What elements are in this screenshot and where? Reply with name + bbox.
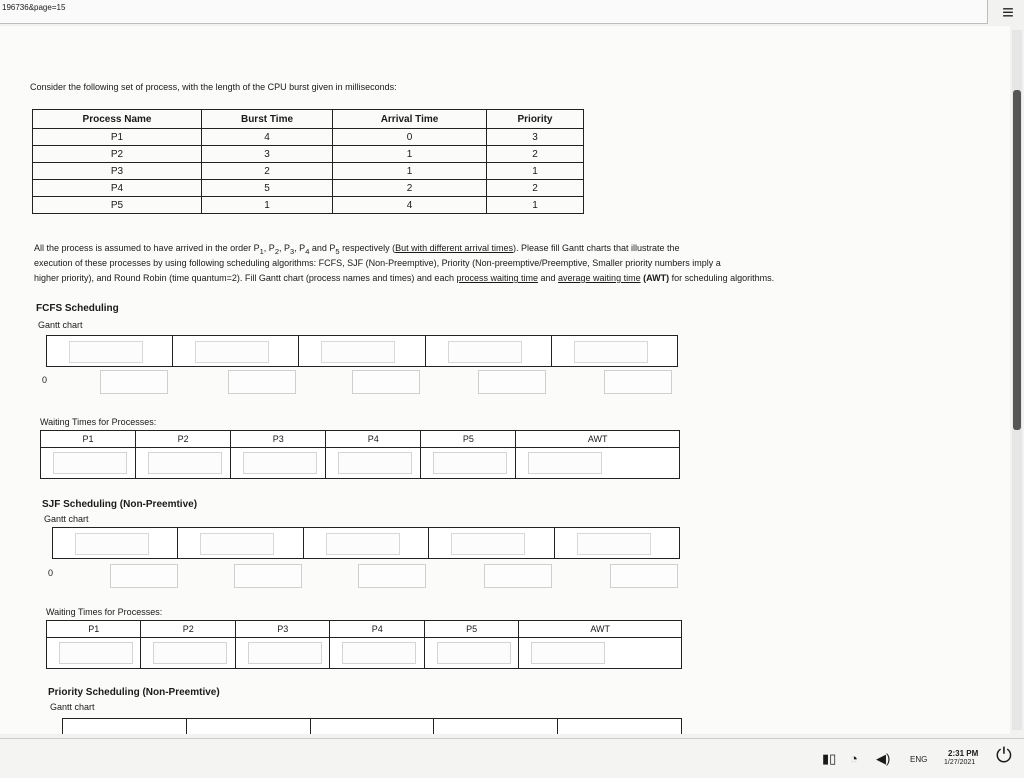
sjf-waiting-table — [46, 620, 682, 669]
language-indicator[interactable]: ENG — [910, 755, 928, 764]
gantt-cell — [187, 719, 311, 734]
scrollbar-thumb[interactable] — [1013, 90, 1021, 430]
gantt-cell — [299, 336, 425, 366]
sjf-gantt-chart — [52, 527, 680, 559]
waiting-cell — [47, 638, 141, 669]
cell: P5 — [33, 197, 202, 214]
cell: 0 — [333, 129, 487, 146]
gantt-cell — [47, 336, 173, 366]
priority-title: Priority Scheduling (Non-Preemtive) — [48, 687, 220, 698]
fcfs-title: FCFS Scheduling — [36, 303, 119, 314]
intro-text: Consider the following set of process, with the length of the CPU burst given in milliseconds: — [30, 82, 397, 92]
sjf-time-inputs — [110, 564, 670, 588]
waiting-input[interactable] — [243, 452, 317, 474]
waiting-cell — [41, 448, 136, 479]
text: , P — [263, 243, 275, 253]
waiting-header: P5 — [424, 621, 518, 638]
table-row — [33, 197, 584, 214]
waiting-cell — [326, 448, 421, 479]
waiting-cell — [141, 638, 235, 669]
waiting-header: P3 — [231, 431, 326, 448]
waiting-cell — [231, 448, 326, 479]
gantt-cell — [53, 528, 178, 558]
sjf-waiting-label: Waiting Times for Processes: — [46, 607, 163, 617]
clock-date: 1/27/2021 — [944, 759, 976, 766]
awt-bold: (AWT) — [640, 273, 670, 283]
waiting-cell — [421, 448, 516, 479]
process-table — [32, 109, 584, 214]
waiting-header: AWT — [519, 621, 682, 638]
text: ). Please fill Gantt charts that illustrate the — [512, 243, 680, 253]
waiting-input[interactable] — [433, 452, 507, 474]
gantt-input[interactable] — [326, 533, 400, 555]
subscript: 1 — [259, 246, 264, 256]
gantt-input[interactable] — [200, 533, 274, 555]
cell: 2 — [487, 180, 584, 197]
gantt-input[interactable] — [574, 341, 648, 363]
time-input[interactable] — [358, 564, 426, 588]
gantt-cell — [178, 528, 303, 558]
cell: P2 — [33, 146, 202, 163]
cell: 5 — [202, 180, 333, 197]
table-row — [33, 180, 584, 197]
subscript: 5 — [335, 246, 340, 256]
priority-gantt-chart — [62, 718, 682, 734]
fcfs-time-inputs — [100, 370, 660, 394]
waiting-input[interactable] — [153, 642, 227, 664]
text: higher priority), and Round Robin (time quantum=2). Fill Gantt chart (process names and times) and each — [34, 273, 457, 283]
awt-input[interactable] — [531, 642, 605, 664]
sjf-start-time: 0 — [48, 568, 54, 578]
waiting-cell — [516, 448, 680, 479]
time-input[interactable] — [478, 370, 546, 394]
cell: 1 — [333, 146, 487, 163]
text: , P — [294, 243, 306, 253]
waiting-input[interactable] — [338, 452, 412, 474]
power-icon[interactable]: ⏻ — [996, 745, 1012, 767]
waiting-header: P5 — [421, 431, 516, 448]
gantt-cell — [63, 719, 187, 734]
page-content — [0, 26, 1010, 734]
gantt-cell — [311, 719, 435, 734]
fcfs-gantt-chart — [46, 335, 678, 367]
gantt-input[interactable] — [195, 341, 269, 363]
waiting-cell — [330, 638, 424, 669]
arrival-times-note: But with different arrival times — [395, 243, 513, 253]
table-row — [33, 146, 584, 163]
waiting-input[interactable] — [53, 452, 127, 474]
waiting-cell — [235, 638, 329, 669]
waiting-input[interactable] — [59, 642, 133, 664]
gantt-input[interactable] — [451, 533, 525, 555]
gantt-cell — [429, 528, 554, 558]
cell: P1 — [33, 129, 202, 146]
text: All the process is assumed to have arrived in the order P — [34, 243, 260, 253]
clock-time: 2:31 PM — [948, 749, 979, 758]
cell: 1 — [333, 163, 487, 180]
subscript: 4 — [305, 246, 310, 256]
cell: P3 — [33, 163, 202, 180]
table-row — [33, 129, 584, 146]
time-input[interactable] — [604, 370, 672, 394]
url-text: 196736&page=15 — [2, 3, 66, 12]
waiting-input[interactable] — [248, 642, 322, 664]
header-arrival-time: Arrival Time — [333, 110, 487, 129]
gantt-cell — [426, 336, 552, 366]
time-input[interactable] — [352, 370, 420, 394]
text: and — [538, 273, 559, 283]
gantt-input[interactable] — [577, 533, 651, 555]
table-row — [33, 163, 584, 180]
hamburger-menu-icon[interactable]: ≡ — [1002, 2, 1014, 24]
waiting-header: P4 — [330, 621, 424, 638]
waiting-cell — [424, 638, 518, 669]
sjf-gantt-label: Gantt chart — [44, 514, 89, 524]
wifi-icon[interactable]: ◔ — [850, 751, 858, 766]
fcfs-waiting-table — [40, 430, 680, 479]
waiting-header: P1 — [41, 431, 136, 448]
cell: P4 — [33, 180, 202, 197]
text: , P — [278, 243, 290, 253]
header-process-name: Process Name — [33, 110, 202, 129]
instructions-line-2: execution of these processes by using following scheduling algorithms: FCFS, SJF (Non-Preemptive), Priority (Non-preemptive/Preemptive, Smaller priority numbers imply a — [34, 258, 721, 268]
gantt-cell — [434, 719, 558, 734]
waiting-header: P2 — [136, 431, 231, 448]
cell: 1 — [487, 197, 584, 214]
instructions-line-3 — [34, 273, 994, 283]
time-input[interactable] — [100, 370, 168, 394]
cell: 3 — [487, 129, 584, 146]
waiting-header: P3 — [235, 621, 329, 638]
time-input[interactable] — [610, 564, 678, 588]
priority-gantt-label: Gantt chart — [50, 702, 95, 712]
text: for scheduling algorithms. — [669, 273, 775, 283]
waiting-header: P2 — [141, 621, 235, 638]
speaker-icon[interactable]: ◀) — [876, 751, 891, 766]
waiting-input[interactable] — [437, 642, 511, 664]
gantt-input[interactable] — [69, 341, 143, 363]
time-input[interactable] — [484, 564, 552, 588]
gantt-input[interactable] — [321, 341, 395, 363]
waiting-header: P1 — [47, 621, 141, 638]
gantt-cell — [558, 719, 681, 734]
time-input[interactable] — [234, 564, 302, 588]
cell: 2 — [487, 146, 584, 163]
fcfs-start-time: 0 — [42, 375, 48, 385]
fcfs-gantt-label: Gantt chart — [38, 320, 83, 330]
header-burst-time: Burst Time — [202, 110, 333, 129]
cell: 4 — [333, 197, 487, 214]
sjf-title: SJF Scheduling (Non-Preemtive) — [42, 499, 198, 510]
gantt-cell — [173, 336, 299, 366]
gantt-input[interactable] — [75, 533, 149, 555]
gantt-cell — [304, 528, 429, 558]
battery-icon[interactable]: ▮▯ — [822, 751, 837, 766]
instructions-line-1 — [34, 243, 994, 256]
waiting-cell — [519, 638, 682, 669]
waiting-header: AWT — [516, 431, 680, 448]
gantt-input[interactable] — [448, 341, 522, 363]
waiting-input[interactable] — [148, 452, 222, 474]
awt-note: average waiting time — [558, 273, 641, 283]
cell: 3 — [202, 146, 333, 163]
cell: 1 — [202, 197, 333, 214]
cell: 2 — [202, 163, 333, 180]
fcfs-waiting-label: Waiting Times for Processes: — [40, 417, 157, 427]
cell: 1 — [487, 163, 584, 180]
subscript: 3 — [290, 246, 295, 256]
subscript: 2 — [274, 246, 279, 256]
time-input[interactable] — [228, 370, 296, 394]
waiting-header: P4 — [326, 431, 421, 448]
time-input[interactable] — [110, 564, 178, 588]
text: respectively ( — [339, 243, 396, 253]
cell: 4 — [202, 129, 333, 146]
awt-input[interactable] — [528, 452, 602, 474]
address-bar[interactable] — [0, 0, 988, 24]
gantt-cell — [555, 528, 679, 558]
text: and P — [309, 243, 336, 253]
waiting-cell — [136, 448, 231, 479]
gantt-cell — [552, 336, 677, 366]
waiting-input[interactable] — [342, 642, 416, 664]
header-priority: Priority — [487, 110, 584, 129]
waiting-time-note: process waiting time — [456, 273, 538, 283]
taskbar — [0, 738, 1024, 778]
cell: 2 — [333, 180, 487, 197]
